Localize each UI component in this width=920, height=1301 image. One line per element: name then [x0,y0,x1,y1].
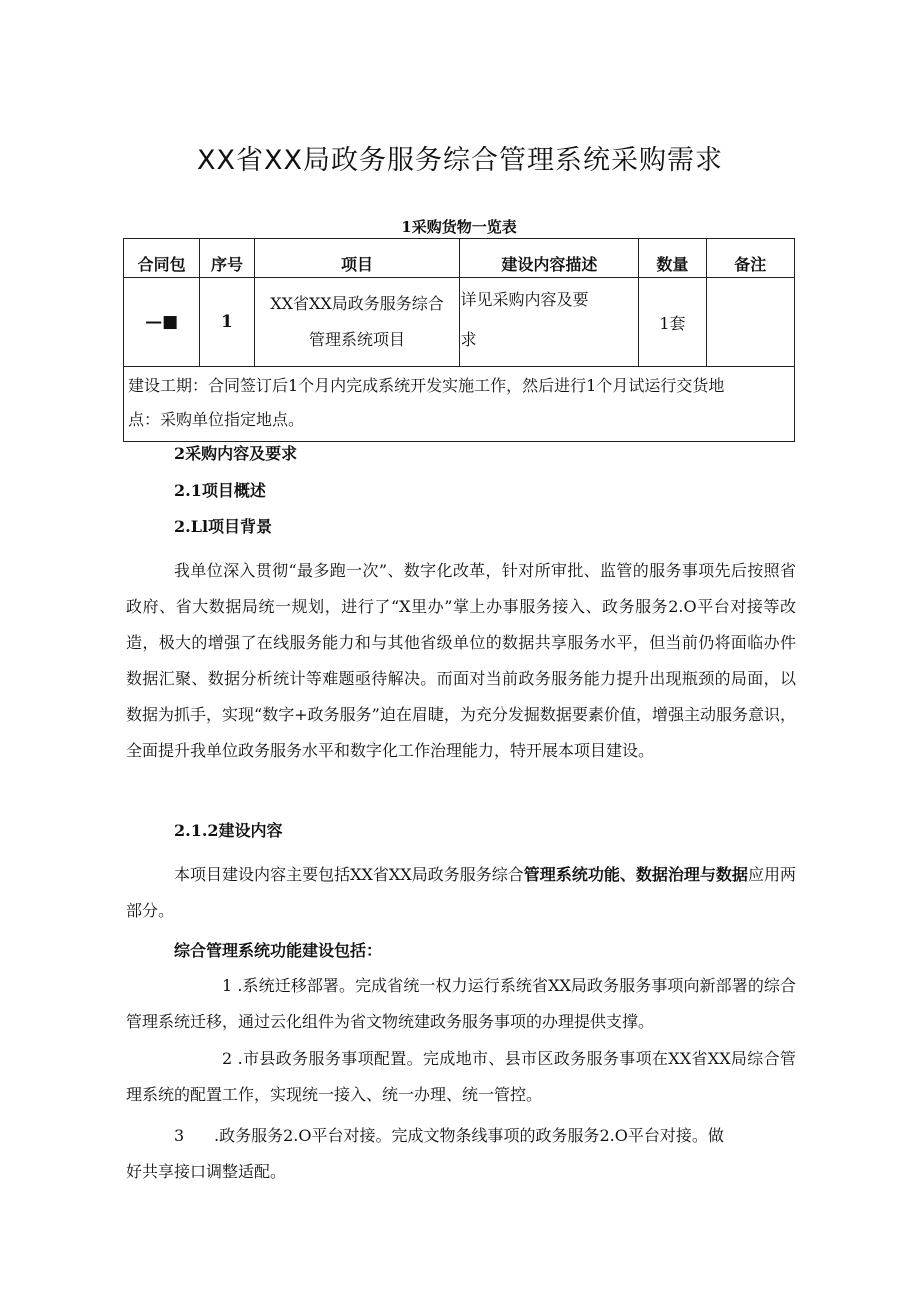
cell-description-line2: 求 [460,330,477,349]
header-description: 建设内容描述 [460,239,639,278]
table-header-row [124,239,795,278]
background-paragraph: 我单位深入贯彻“最多跑一次”、数字化改革，针对所审批、监管的服务事项先后按照省政府、省大数据局统一规划，进行了“X里办”掌上办事服务接入、政务服务2.O平台对接等改造，极大的增强了在线服务能力和与其他省级单位的数据共享服务水平，但当前仍将面临办件数据汇聚、数据分析统计等难题亟待解决。而面对当前政务服务能力提升出现瓶颈的局面，以数据为抓手，实现“数字+政务服务”迫在眉睫，为充分发掘数据要素价值，增强主动服务意识，全面提升我单位政务服务水平和数字化工作治理能力，特开展本项目建设。 [126,561,796,760]
list-item-number: 1 [222,976,233,995]
cell-remark [706,278,794,367]
cell-package: —■ [124,278,200,367]
list-item [126,1041,796,1113]
header-remark: 备注 [706,239,794,278]
cell-project-line2: 管理系统项目 [309,330,406,349]
cell-index: 1 [200,278,254,367]
list-item [126,968,796,1040]
table-title: 1采购货物一览表 [401,218,517,236]
procurement-table [123,238,795,442]
content-paragraph [126,857,796,929]
cell-project [254,278,460,367]
header-project: 项目 [254,239,460,278]
section-heading-2-1-1: 2.Ll项目背景 [174,517,273,536]
header-quantity: 数量 [639,239,706,278]
list-item-text-line2: 好共享接口调整适配。 [126,1162,287,1181]
cell-note [124,367,795,442]
list-item-text: .系统迁移部署。完成省统一权力运行系统省XX局政务服务事项向新部署的综合管理系统迁移，通过云化组件为省文物统建政务服务事项的办理提供支撑。 [126,976,796,1031]
cell-quantity: 1套 [639,278,706,367]
note-line1: 建设工期：合同签订后1个月内完成系统开发实施工作，然后进行1个月试运行交货地 [128,376,725,395]
content-bold: 管理系统功能、数据治理与数据 [523,865,748,884]
header-package: 合同包 [124,239,200,278]
header-index: 序号 [200,239,254,278]
section-heading-2-1-2: 2.1.2建设内容 [174,821,283,840]
list-item-number: 2 [222,1049,233,1068]
content-tail: 应用两部分。 [126,865,796,920]
page-title: XX省XX局政务服务综合管理系统采购需求 [197,145,723,176]
section-heading-2-1: 2.1项目概述 [174,481,266,500]
table-note-row [124,367,795,442]
function-heading: 综合管理系统功能建设包括： [174,941,383,960]
list-item-number: 3 [174,1126,185,1145]
table-row [124,278,795,367]
cell-description-line1: 详见采购内容及要 [460,290,589,309]
cell-project-line1: XX省XX局政务服务综合 [270,294,444,313]
cell-description [460,278,639,367]
content-plain: 本项目建设内容主要包括XX省XX局政务服务综合 [174,865,524,884]
list-item [126,1118,796,1190]
note-line2: 点：采购单位指定地点。 [128,410,305,429]
list-item-text-line1: .政务服务2.O平台对接。完成文物条线事项的政务服务2.O平台对接。做 [214,1126,724,1145]
list-item-text: .市县政务服务事项配置。完成地市、县市区政务服务事项在XX省XX局综合管理系统的配置工作，实现统一接入、统一办理、统一管控。 [126,1049,796,1104]
section-heading-2: 2采购内容及要求 [174,444,298,463]
